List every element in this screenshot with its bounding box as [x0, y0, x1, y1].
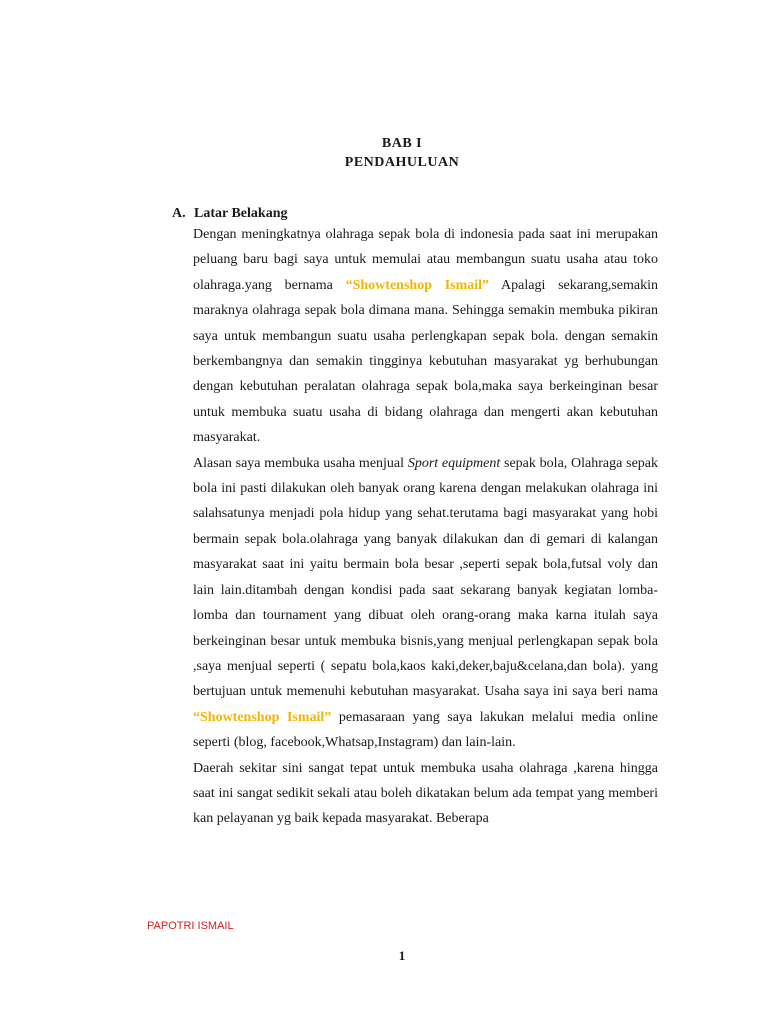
section-letter: A.	[172, 206, 186, 221]
chapter-title: PENDAHULUAN	[344, 155, 460, 170]
paragraph-2-text-b: sepak bola, Olahraga sepak bola ini pasti dilakukan oleh banyak orang karena dengan melakukan olahraga ini salahsatunya menjadi pola hidup yang sehat.terutama bagi masyarakat yang hobi bermain sepak bola.olahraga yang banyak dilakukan dan di gemari di kalangan masyarakat saat ini yaitu bermain bola besar ,seperti sepak bola,futsal voly dan lain lain.ditambah dengan kondisi pada saat sekarang banyak kegiatan lomba-lomba dan tournament yang dibuat oleh orang-orang maka karna itulah saya berkeinginan besar untuk membuka bisnis,yang menjual perlengkapan sepak bola ,saya menjual seperti ( sepatu bola,kaos kaki,deker,baju&celana,dan bola). yang bertujuan untuk memenuhi kebutuhan masyarakat. Usaha saya ini saya beri nama	[193, 455, 659, 700]
paragraph-2	[193, 451, 658, 756]
brand-name: “Showtenshop Ismail”	[193, 709, 332, 725]
section-heading	[172, 206, 287, 222]
paragraph-1	[193, 222, 658, 451]
paragraph-3-text-a: Daerah sekitar sini sangat tepat untuk membuka usaha olahraga ,karena hingga saat ini sangat sedikit sekali atau boleh dikatakan belum ada tempat yang memberi kan pelayanan yg baik kepada masyarakat. Beberapa	[193, 760, 658, 827]
paragraph-1-text-a: Dengan meningkatnya olahraga sepak bola di indonesia pada saat ini merupakan peluang baru bagi saya untuk memulai atau membangun suatu usaha atau toko olahraga.yang bernama	[193, 227, 658, 293]
chapter-number: BAB I	[381, 136, 423, 151]
page-number: 1	[398, 948, 406, 963]
paragraph-1-text-b: Apalagi sekarang,semakin maraknya olahraga sepak bola dimana mana. Sehingga semakin membuka pikiran saya untuk membangun suatu usaha perlengkapan sepak bola. dengan semakin berkembangnya dan semakin tingginya kebutuhan masyarakat yg berhubungan dengan kebutuhan peralatan olahraga sepak bola,maka saya berkeinginan besar untuk membuka suatu usaha di bidang olahraga dan mengerti akan kebutuhan masyarakat.	[193, 277, 659, 446]
body-text	[193, 222, 658, 832]
paragraph-3	[193, 756, 658, 832]
paragraph-2-text-a: Alasan saya membuka usaha menjual	[193, 455, 408, 471]
italic-term: Sport equipment	[407, 455, 501, 471]
section-title: Latar Belakang	[194, 206, 288, 221]
brand-name: “Showtenshop Ismail”	[345, 277, 490, 293]
paragraph-2-text-c: pemasaraan yang saya lakukan melalui media online seperti (blog, facebook,Whatsap,Instagram) dan lain-lain.	[193, 709, 658, 751]
footer-author: PAPOTRI ISMAIL	[147, 920, 234, 932]
